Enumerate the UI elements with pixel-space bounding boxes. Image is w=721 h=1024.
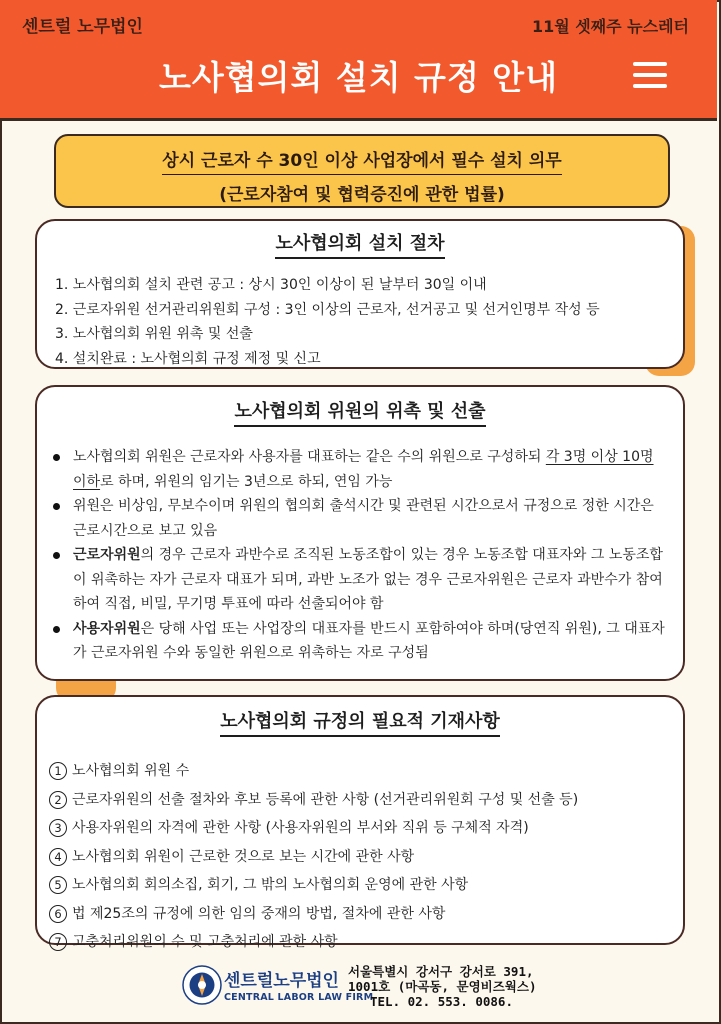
- list-item: 노사협의회 위원은 근로자와 사용자를 대표하는 같은 수의 위원으로 구성하되 각 3명 이상 10명 이하로 하며, 위원의 임기는 3년으로 하되, 연임 가능: [37, 445, 665, 494]
- list-item: 1 노사협의회 위원 수: [49, 757, 683, 786]
- bold-term: 사용자위원: [73, 620, 141, 637]
- menu-bar: [633, 84, 667, 88]
- firm-logo-icon: [182, 965, 222, 1005]
- list-item: 3 사용자위원의 자격에 관한 사항 (사용자위원의 부서와 직위 등 구체적 자격): [49, 814, 683, 843]
- members-title: 노사협의회 위원의 위촉 및 선출: [37, 397, 683, 427]
- circled-number: 7: [49, 933, 67, 951]
- obligation-banner: [54, 134, 670, 208]
- requirements-card: [35, 695, 685, 950]
- bullet-icon: [53, 454, 60, 461]
- telephone: TEL. 02. 553. 0086.: [370, 994, 513, 1009]
- address-line-1: 서울특별시 강서구 강서로 391,: [348, 964, 534, 979]
- menu-bar: [633, 62, 667, 66]
- banner-line-2: (근로자참여 및 협력증진에 관한 법률): [219, 185, 505, 205]
- circled-number: 6: [49, 905, 67, 923]
- list-item: 1. 노사협의회 설치 관련 공고 : 상시 30인 이상이 된 날부터 30일 이내: [55, 277, 487, 293]
- procedure-title: 노사협의회 설치 절차: [37, 229, 683, 259]
- list-item: 4 노사협의회 위원이 근로한 것으로 보는 시간에 관한 사항: [49, 843, 683, 872]
- list-item: 근로자위원의 경우 근로자 과반수로 조직된 노동조합이 있는 경우 노동조합 대표자와 그 노동조합이 위촉하는 자가 근로자 대표가 되며, 과반 노조가 없는 경우 근로자위원은 근로자 과반수가 참여하여 직접, 비밀, 무기명 투표에 따라 선출되어야 함: [37, 543, 665, 617]
- members-card: [35, 385, 685, 681]
- list-item: 위원은 비상임, 무보수이며 위원의 협의회 출석시간 및 관련된 시간으로서 규정으로 정한 시간은 근로시간으로 보고 있음: [37, 494, 665, 543]
- bullet-icon: [53, 552, 60, 559]
- list-item: 5 노사협의회 회의소집, 회기, 그 밖의 노사협의회 운영에 관한 사항: [49, 871, 683, 900]
- list-item: 2 근로자위원의 선출 절차와 후보 등록에 관한 사항 (선거관리위원회 구성 및 선출 등): [49, 786, 683, 815]
- circled-number: 3: [49, 819, 67, 837]
- list-item: 6 법 제25조의 규정에 의한 임의 중재의 방법, 절차에 관한 사항: [49, 900, 683, 929]
- banner-line-1: 상시 근로자 수 30인 이상 사업장에서 필수 설치 의무: [162, 146, 561, 175]
- circled-number: 2: [49, 791, 67, 809]
- address-line-2: 1001호 (마곡동, 문영비즈웍스): [348, 979, 537, 994]
- brand-name: 센트럴 노무법인: [22, 17, 143, 37]
- list-item: 3. 노사협의회 위원 위촉 및 선출: [55, 326, 253, 342]
- bullet-icon: [53, 626, 60, 633]
- list-item: 사용자위원은 당해 사업 또는 사업장의 대표자를 반드시 포함하여야 하며(당연직 위원), 그 대표자가 근로자위원 수와 동일한 위원으로 위촉하는 자로 구성됨: [37, 617, 665, 666]
- circled-number: 5: [49, 876, 67, 894]
- bold-term: 근로자위원: [73, 547, 141, 563]
- footer-address: [348, 964, 536, 1009]
- hamburger-menu-icon[interactable]: [633, 62, 667, 88]
- list-item: 2. 근로자위원 선거관리위원회 구성 : 3인 이상의 근로자, 선거공고 및 선거인명부 작성 등: [55, 301, 600, 318]
- requirements-title: 노사협의회 규정의 필요적 기재사항: [37, 707, 683, 737]
- circled-number: 1: [49, 762, 67, 780]
- underlined-term: 각 3명 이상 10명 이하: [73, 449, 654, 490]
- header: [0, 0, 717, 121]
- footer-brand-en: CENTRAL LABOR LAW FIRM: [224, 992, 374, 1003]
- footer-brand-kr: 센트럴노무법인: [224, 971, 339, 991]
- issue-label: 11월 셋째주 뉴스레터: [531, 17, 689, 36]
- circled-number: 4: [49, 848, 67, 866]
- menu-bar: [633, 73, 667, 77]
- procedure-card: [35, 219, 685, 369]
- page-title: 노사협의회 설치 규정 안내: [158, 58, 559, 97]
- list-item: 4. 설치완료 : 노사협의회 규정 제정 및 신고: [55, 350, 321, 367]
- procedure-list: [37, 273, 683, 371]
- bullet-icon: [53, 503, 60, 510]
- members-list: [37, 445, 683, 666]
- list-item: 7 고충처리위원의 수 및 고충처리에 관한 사항: [49, 928, 683, 957]
- requirements-list: [37, 757, 683, 957]
